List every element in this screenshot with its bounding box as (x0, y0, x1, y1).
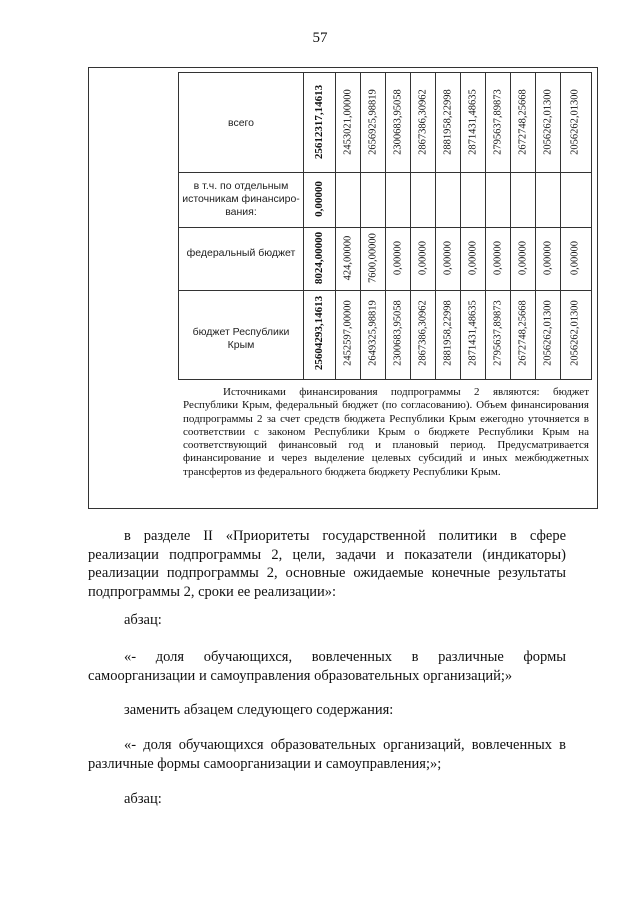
table-col-divider (410, 72, 411, 380)
cell-crimea-year: 2672748,25668 (517, 300, 529, 366)
cell-crimea-year: 2867386,30962 (417, 300, 429, 366)
cell-total-year: 2672748,25668 (517, 89, 529, 155)
cell-total-year: 2453021,00000 (342, 89, 354, 155)
row-label-federal: федеральный бюджет (186, 247, 296, 259)
cell-federal-year: 0,00000 (492, 240, 504, 276)
cell-total-sum: 25612317,14613 (313, 84, 325, 160)
cell-crimea-year: 2871431,48635 (467, 300, 479, 366)
body-paragraph-abzac-1: абзац: (124, 612, 162, 628)
body-paragraph-abzac-2: абзац: (124, 791, 162, 807)
cell-federal-year: 0,00000 (442, 240, 454, 276)
cell-federal-year: 0,00000 (417, 240, 429, 276)
cell-total-year: 2795637,89873 (492, 89, 504, 155)
page-number: 57 (312, 30, 328, 46)
cell-crimea-year: 2452597,00000 (342, 300, 354, 366)
cell-federal-year: 0,00000 (569, 240, 581, 276)
row-label-by-sources: в т.ч. по отдельным источникам финансиро-вания: (182, 180, 300, 218)
body-paragraph-section-ii: в разделе II «Приоритеты государственной политики в сфере реализации подпрограммы 2, цели, задачи и показатели (индикаторы) реализации подпрограммы 2, основные ожидаемые конечные результаты подпрограммы 2, сроки ее реализации»: (88, 528, 566, 600)
table-col-divider (360, 72, 361, 380)
table-col-divider (560, 72, 561, 380)
cell-federal-year: 0,00000 (467, 240, 479, 276)
cell-crimea-year: 2300683,95058 (392, 300, 404, 366)
table-col-divider (385, 72, 386, 380)
cell-crimea-sum: 25604293,14613 (313, 295, 325, 371)
row-label-crimea: бюджет Республики Крым (192, 326, 290, 351)
cell-federal-year: 0,00000 (542, 240, 554, 276)
body-paragraph-replace: заменить абзацем следующего содержания: (124, 702, 394, 718)
cell-total-year: 2056262,01300 (542, 89, 554, 155)
cell-federal-year: 0,00000 (517, 240, 529, 276)
table-col-divider (535, 72, 536, 380)
cell-crimea-year: 2649325,98819 (367, 300, 379, 366)
row-label-total: всего (228, 117, 254, 129)
table-col-divider (510, 72, 511, 380)
cell-total-year: 2300683,95058 (392, 89, 404, 155)
body-paragraph-old-text: «- доля обучающихся, вовлеченных в различные формы самоорганизации и самоуправления образовательных организаций;» (88, 649, 566, 684)
body-paragraph-new-text: «- доля обучающихся образовательных организаций, вовлеченных в различные формы самоорганизации и самоуправления;»; (88, 737, 566, 772)
table-col-divider (303, 72, 304, 380)
cell-federal-sum: 8024,00000 (313, 231, 325, 285)
cell-federal-year: 0,00000 (392, 240, 404, 276)
table-col-divider (485, 72, 486, 380)
cell-total-year: 2867386,30962 (417, 89, 429, 155)
table-col-divider (435, 72, 436, 380)
cell-total-year: 2881958,22998 (442, 89, 454, 155)
table-col-divider (460, 72, 461, 380)
cell-crimea-year: 2881958,22998 (442, 300, 454, 366)
table-col-divider (335, 72, 336, 380)
cell-crimea-year: 2056262,01300 (542, 300, 554, 366)
cell-total-year: 2871431,48635 (467, 89, 479, 155)
cell-total-year: 2056262,01300 (569, 89, 581, 155)
cell-crimea-year: 2056262,01300 (569, 300, 581, 366)
financing-sources-paragraph: Источниками финансирования подпрограммы 2 являются: бюджет Республики Крым, федеральный бюджет (по согласованию). Объем финансирования подпрограммы 2 за счет средств бюджета Республики Крым ежегодно уточняется в соответствии с законом Республики Крым о бюджете Республики Крым на соответствующий финансовый год и плановый период. Предусматривается финансирование и через выделение целевых субсидий и иных межбюджетных трансфертов из федерального бюджета бюджету Республики Крым. (183, 386, 589, 478)
cell-crimea-year: 2795637,89873 (492, 300, 504, 366)
cell-sources-sum: 0,00000 (313, 181, 325, 217)
cell-federal-year: 7600,00000 (367, 233, 379, 283)
cell-federal-year: 424,00000 (342, 235, 354, 281)
cell-total-year: 2656925,98819 (367, 89, 379, 155)
